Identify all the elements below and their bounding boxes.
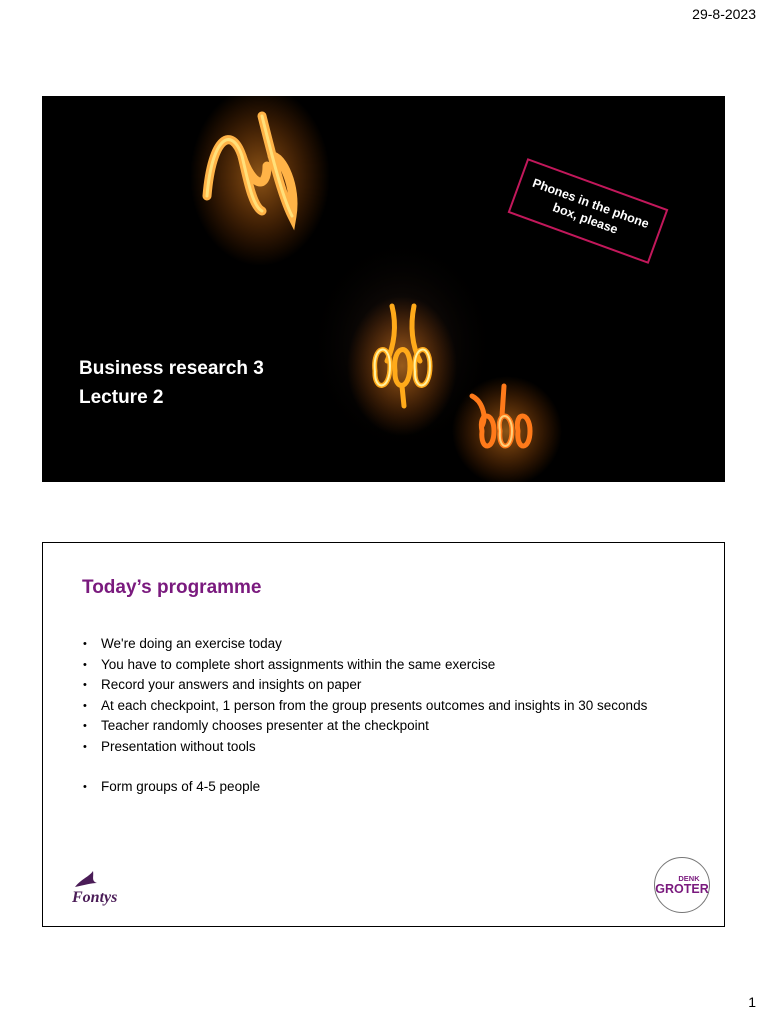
logo-word-denk: DENK — [678, 873, 700, 883]
lecture-number: Lecture 2 — [79, 387, 164, 408]
programme-slide — [42, 542, 725, 927]
list-item: • You have to complete short assignments within the same exercise — [81, 655, 647, 676]
programme-list — [81, 634, 647, 798]
list-item: • At each checkpoint, 1 person from the group presents outcomes and insights in 30 seconds — [81, 696, 647, 717]
denk-groter-logo — [654, 857, 710, 913]
list-item: • Teacher randomly chooses presenter at the checkpoint — [81, 716, 647, 737]
page-number: 1 — [748, 994, 756, 1010]
list-item: • We're doing an exercise today — [81, 634, 647, 655]
course-title: Business research 3 — [79, 358, 264, 379]
document-date: 29-8-2023 — [692, 6, 756, 22]
list-item: • Presentation without tools — [81, 737, 647, 758]
list-item: • Record your answers and insights on paper — [81, 675, 647, 696]
phones-stamp: Phones in the phone box, please — [508, 158, 669, 264]
fontys-logo-text: Fontys — [72, 889, 118, 906]
title-slide — [42, 96, 725, 482]
lightbulb-filaments-image — [42, 96, 725, 482]
list-item: • Form groups of 4-5 people — [81, 777, 647, 798]
slide-title — [79, 354, 264, 412]
slide-heading: Today’s programme — [82, 577, 262, 598]
logo-word-groter: GROTER — [655, 881, 709, 896]
